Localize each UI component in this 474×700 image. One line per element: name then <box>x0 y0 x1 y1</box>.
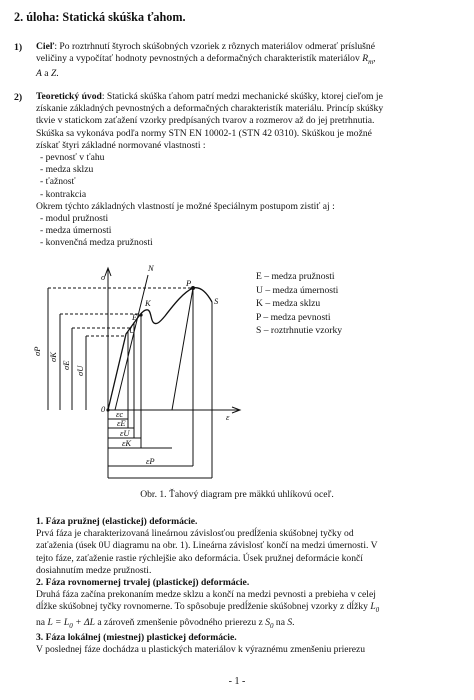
legend-item: U – medza úmernosti <box>256 284 339 296</box>
phase-1-heading: 1. Fáza pružnej (elastickej) deformácie. <box>36 516 198 527</box>
l0-symbol: L <box>370 601 376 613</box>
sigma-p-label: σP <box>32 346 42 356</box>
eps-u-label: εU <box>120 428 130 438</box>
page-number: - 1 - <box>228 676 246 687</box>
s-symbol: S <box>287 616 293 628</box>
page-title: 2. úloha: Statická skúška ťahom. <box>14 10 186 24</box>
stress-strain-curve <box>108 288 212 410</box>
n-line <box>115 275 148 410</box>
theory-line-5: získať štyri základné normované vlastnosti : <box>36 139 206 151</box>
eps-e-label: εE <box>117 418 126 428</box>
phase-3-heading: 3. Fáza lokálnej (miestnej) plastickej deformácie. <box>36 631 237 643</box>
theory-line-3: tkvie v statickom zaťažení vzorky predpísaných tvarov a rozmerov až do jej pretrhnutia. <box>36 115 375 127</box>
label-e: E <box>132 312 138 322</box>
legend-item: K – medza sklzu <box>256 298 321 310</box>
section-2-theory: Teoretický úvod: Statická skúška ťahom patrí medzi mechanické skúšky, ktorej cieľom je získanie základných pevnostných a deformačných charakteristík materiálu. Princíp skúšky tkvie v statickom zaťažení vzorky predpísaných tvarov a rozmerov až do jej pretrhnutia. Skúška sa vykonáva podľa normy STN EN 10002-1 (STN 42 0310). Skúškou je možné získať štyri základné normované vlastnosti : - pevnosť v ťahu - medza sklzu - ťažnosť - kontrakcia Okrem týchto základných vlastností je možné špeciálnym postupom zistiť aj : - modul pružnosti - medza úmernosti - konvenčná medza pružnosti <box>36 91 466 250</box>
sigma-e-label: σE <box>61 360 71 370</box>
label-s: S <box>214 296 219 306</box>
special-property-item: - medza úmernosti <box>40 225 112 237</box>
phase-2-line: Druhá fáza začína prekonaním medze sklzu a končí na medzi pevnosti a prebieha v celej <box>36 589 376 601</box>
special-property-item: - modul pružnosti <box>40 213 109 225</box>
label-n: N <box>148 263 154 273</box>
eps-c-label: εc <box>116 409 124 419</box>
section-1-goal: Cieľ: Po roztrhnutí štyroch skúšobných vzoriek z rôznych materiálov odmerať príslušné veličiny a vypočítať hodnoty pevnostných a deformačných charakteristík materiálov $R_m$, A a Z. <box>36 41 376 80</box>
theory-line-2: získanie základných pevnostných a deformačných charakteristík materiálu. Princíp skúšky <box>36 103 384 115</box>
phase-1-line: tejto fáze, zaťaženie rastie rýchlejšie ako deformácia. Úsek pružnej deformácie končí <box>36 552 363 564</box>
rm-symbol: R <box>362 53 369 65</box>
s0-symbol: S <box>265 616 271 628</box>
phase-section: 1. Fáza pružnej (elastickej) deformácie. Prvá fáza je charakterizovaná lineárnou závislosťou predĺženia skúšobnej tyčky od zaťaženia (úsek 0U diagramu na obr. 1). Lineárna závislosť končí na medzi úmernosti. V tejto fáze, zaťaženie rastie rýchlejšie ako deformácia. Úsek pružnej deformácie končí dosiahnutím medze pružnosti. 2. Fáza rovnomernej trvalej (plastickej) deformácie. Druhá fáza začína prekonaním medze sklzu a končí na medzi pevnosti a prebieha v celej dĺžke skúšobnej tyčky rovnomerne. To spôsobuje predĺženie skúšobnej vzorky z dĺžky $L_0$ na $L = L_0 + \Delta L$ a zároveň zmenšenie pôvodného prierezu z $S_0$ na S. 3. Fáza lokálnej (miestnej) plastickej deformácie. V poslednej fáze dochádza u plastických materiálov k výraznému zmenšeniu prierezu <box>36 516 466 656</box>
property-item: - kontrakcia <box>40 188 87 200</box>
origin-point <box>106 408 109 411</box>
property-item: - ťažnosť <box>40 176 76 188</box>
section-2-number: 2) <box>14 92 23 103</box>
phase-1-line: dosiahnutím medze pružnosti. <box>36 564 152 576</box>
z-symbol: Z <box>50 68 57 80</box>
point-p <box>191 286 195 290</box>
property-item: - pevnosť v ťahu <box>40 152 105 164</box>
figure-caption: Obr. 1. Ťahový diagram pre mäkkú uhlíkovú oceľ. <box>140 489 334 500</box>
point-k <box>139 313 142 316</box>
length-equation: L = L <box>47 616 70 628</box>
label-origin: 0 <box>101 404 106 414</box>
axis-sigma-label: σ <box>101 272 106 282</box>
unload-line <box>172 288 193 410</box>
label-u: U <box>129 325 136 335</box>
sigma-u-label: σU <box>75 365 85 376</box>
sigma-k-label: σK <box>48 352 58 362</box>
theory-line-6: Okrem týchto základných vlastností je možné špeciálnym postupom zistiť aj : <box>36 200 335 212</box>
goal-line-1: : Po roztrhnutí štyroch skúšobných vzoriek z rôznych materiálov odmerať príslušné <box>54 41 375 52</box>
section-1-number: 1) <box>14 42 23 53</box>
phase-1-line: Prvá fáza je charakterizovaná lineárnou závislosťou predĺženia skúšobnej tyčky od <box>36 528 354 540</box>
label-p: P <box>186 278 192 288</box>
rm-subscript: m <box>368 58 374 67</box>
label-k: K <box>145 298 151 308</box>
legend-item: P – medza pevnosti <box>256 311 331 323</box>
property-item: - medza sklzu <box>40 164 94 176</box>
eps-p-label: εP <box>146 456 155 466</box>
diagram-legend <box>256 270 342 338</box>
theory-label: Teoretický úvod <box>36 91 102 102</box>
legend-item: S – roztrhnutie vzorky <box>256 325 343 337</box>
goal-line-2: veličiny a vypočítať hodnoty pevnostných a deformačných charakteristík materiálov <box>36 53 360 65</box>
phase-3-line: V poslednej fáze dochádza u plastických materiálov k výraznému zmenšeniu prierezu <box>36 643 366 655</box>
legend-item: E – medza pružnosti <box>256 271 335 282</box>
theory-line-4: Skúška sa vykonáva podľa normy STN EN 10002-1 (STN 42 0310). Skúškou je možné <box>36 127 372 139</box>
axis-eps-label: ε <box>226 412 230 422</box>
phase-2-heading: 2. Fáza rovnomernej trvalej (plastickej) deformácie. <box>36 577 250 589</box>
goal-label: Cieľ <box>36 41 55 52</box>
a-symbol: A <box>36 68 42 80</box>
eps-k-label: εK <box>122 438 132 448</box>
phase-1-line: zaťaženia (úsek 0U diagramu na obr. 1). Lineárna závislosť končí na medzi úmernosti. V <box>36 540 378 552</box>
phase-2-line: dĺžke skúšobnej tyčky rovnomerne. To spôsobuje predĺženie skúšobnej vzorky z dĺžky <box>36 601 371 613</box>
special-property-item: - konvenčná medza pružnosti <box>40 237 153 249</box>
